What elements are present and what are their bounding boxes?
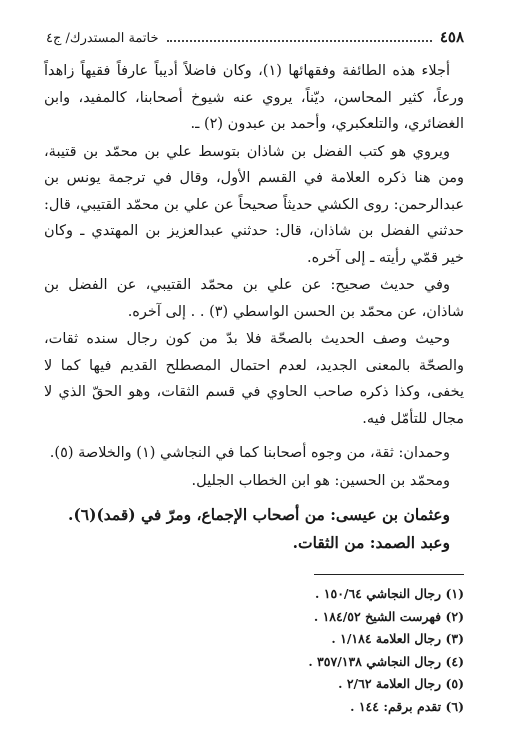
footnote: (١) رجال النجاشي ١٥٠/٦٤ .: [315, 586, 464, 601]
paragraph: وفي حديث صحيح: عن علي بن محمّد القتيبي، عن الفضل بن شاذان، عن محمّد بن الحسن الواسطي (٣) . . إلى آخره.: [44, 277, 464, 320]
narrator-entry: ومحمّد بن الحسين: هو ابن الخطاب الجليل.: [191, 472, 450, 489]
main-text: [44, 58, 464, 557]
narrator-entry-bold: وعثمان بن عيسى: من أصحاب الإجماع، ومرّ في (قمد)(٦).: [68, 505, 450, 524]
page-number: ٤٥٨: [439, 28, 464, 46]
paragraph: ويروي هو كتب الفضل بن شاذان بتوسط علي بن محمّد بن قتيبة، ومن هنا ذكره العلامة في القسم الأول، وقال في ترجمة يونس بن عبدالرحمن: روى الكشي حديثاً صحيحاً عن علي بن محمّد القتيبي، قال: حدثني الفضل بن شاذان، قال: حدثني عبدالعزيز بن المهتدي ـ وكان خير قمّي رأيته ـ إلى آخره.: [44, 143, 464, 266]
footnote: (٥) رجال العلامة ٢/٦٢ .: [338, 676, 464, 691]
narrator-entry: وحمدان: ثقة، من وجوه أصحابنا كما في النجاشي (١) والخلاصة (٥).: [49, 445, 450, 461]
footnote: (٢) فهرست الشيخ ١٨٤/٥٢ .: [313, 608, 464, 624]
footnote: (٤) رجال النجاشي ٣٥٧/١٣٨ .: [308, 653, 464, 669]
footnote-separator: [314, 574, 464, 575]
header-dotted-leader: [167, 40, 432, 42]
footnotes: [46, 583, 464, 718]
footnote: (٦) تقدم برقم: ١٤٤ .: [350, 698, 464, 714]
page-header: [46, 28, 464, 48]
paragraph: أجلاء هذه الطائفة وفقهائها (١)، وكان فاضلاً أديباً عارفاً فقيهاً زاهداً ورعاً، كثير المحاسن، ديّناً، يروي عنه شيوخ أصحابنا، كالمفيد، وابن الغضائري، والتلعكبري، وأحمد بن عبدون (٢) ـ.: [44, 63, 464, 132]
narrator-entry-bold: وعبد الصمد: من الثقات.: [292, 532, 450, 552]
running-title: خاتمة المستدرك/ ج٤: [46, 31, 159, 46]
footnote: (٣) رجال العلامة ١/١٨٤ .: [331, 631, 464, 646]
paragraph: وحيث وصف الحديث بالصحّة فلا بدّ من كون رجال سنده ثقات، والصحّة بالمعنى الجديد، لعدم احتمال المصطلح القديم فيها كما لا يخفى، وكذا ذكره صاحب الحاوي في قسم الثقات، وهو الحقّ الذي لا مجال للتأمّل فيه.: [44, 331, 464, 427]
